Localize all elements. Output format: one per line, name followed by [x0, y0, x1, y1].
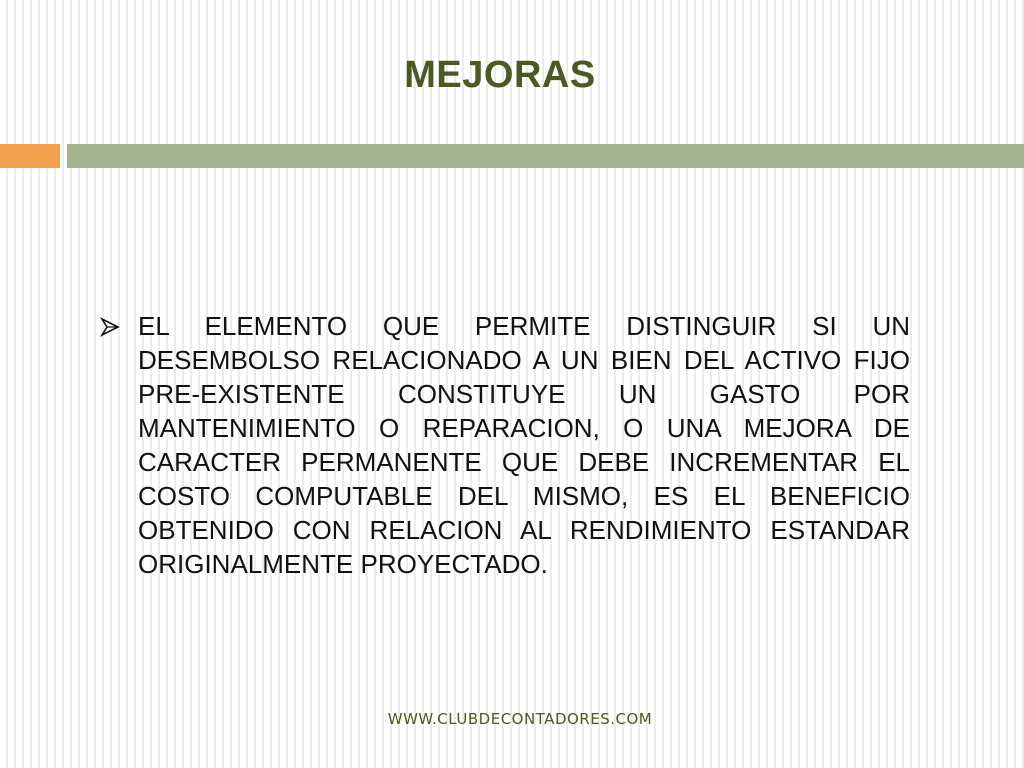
- bullet-list-item: [100, 309, 910, 581]
- accent-bar-orange: [0, 144, 60, 168]
- slide-title: MEJORAS: [404, 54, 596, 96]
- bullet-text: EL ELEMENTO QUE PERMITE DISTINGUIR SI UN DESEMBOLSO RELACIONADO A UN BIEN DEL ACTIVO FIJO PRE-EXISTENTE CONSTITUYE UN GASTO POR MANTENIMIENTO O REPARACION, O UNA MEJORA DE CARACTER PERMANENTE QUE DEBE INCREMENTAR EL COSTO COMPUTABLE DEL MISMO, ES EL BENEFICIO OBTENIDO CON RELACION AL RENDIMIENTO ESTANDAR ORIGINALMENTE PROYECTADO.: [138, 311, 910, 579]
- arrow-bullet-icon: [100, 316, 122, 343]
- footer-website: WWW.CLUBDECONTADORES.COM: [387, 710, 653, 728]
- accent-bar-green: [67, 144, 1024, 168]
